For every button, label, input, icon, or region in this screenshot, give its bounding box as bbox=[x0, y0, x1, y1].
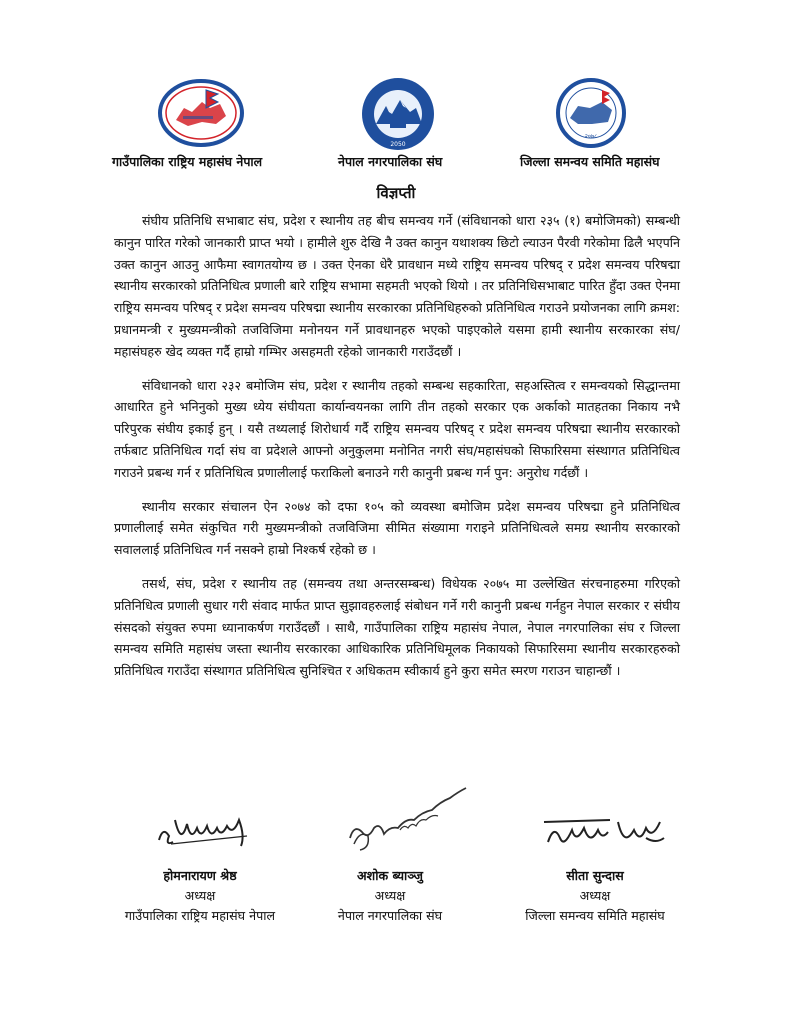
paragraph-4: तसर्थ, संघ, प्रदेश र स्थानीय तह (समन्वय तथा अन्तरसम्बन्ध) विधेयक २०७५ मा उल्लेखित संरचनाहरुमा गरिएको प्रतिनिधित्व प्रणाली सुधार गरी संवाद मार्फत प्राप्त सुझावहरुलाई संबोधन गर्ने गरी कानुनी प्रबन्ध गर्नहुन नेपाल सरकार र संघीय संसदको संयुक्त रुपमा ध्यानाकर्षण गराउँदछौं । साथै, गाउँपालिका राष्ट्रिय महासंघ नेपाल, नेपाल नगरपालिका संघ र जिल्ला समन्वय समिति महासंघ जस्ता स्थानीय सरकारका आधिकारिक प्रतिनिधिमूलक निकायको सिफारिसमा स्थानीय सरकारहरुको प्रतिनिधित्व गराउँदा संस्थागत प्रतिनिधित्व सुनिश्चित र अधिकतम स्वीकार्य हुने कुरा समेत स्मरण गराउन चाहान्छौं । bbox=[114, 575, 680, 679]
paragraph-1: संघीय प्रतिनिधि सभाबाट संघ, प्रदेश र स्थानीय तह बीच समन्वय गर्ने (संविधानको धारा २३५ (१) बमोजिमको) सम्बन्धी कानुन पारित गरेको जानकारी प्राप्त भयो । हामीले शुरु देखि नै उक्त कानुन यथाशक्य छिटो ल्याउन पैरवी गरेकोमा ढिलै भएपनि उक्त कानुन आउनु आफैमा स्वागतयोग्य छ । उक्त ऐनका धेरै प्रावधान मध्ये राष्ट्रिय समन्वय परिषद् र प्रदेश समन्वय परिषद्मा स्थानीय सरकारको प्रतिनिधित्व प्रणाली बारे राष्ट्रिय सभामा सहमती भएको थियो । तर प्रतिनिधिसभाबाट पारित हुँदा उक्त ऐनमा राष्ट्रिय समन्वय परिषद् र प्रदेश समन्वय परिषद्मा स्थानीय सरकारका प्रतिनिधिहरुको प्रतिनिधित्व गराउने प्रयोजनका लागि क्रमश: प्रधानमन्त्री र मुख्यमन्त्रीको तजविजिमा मनोनयन गर्ने प्रावधानहरु भएको पाइएकोले यसमा हामी स्थानीय सरकारका संघ/महासंघहरु खेद व्यक्त गर्दै हाम्रो गम्भिर असहमती रहेको जानकारी गराउँदछौं । bbox=[114, 213, 680, 359]
signatory-role: अध्यक्ष bbox=[184, 888, 216, 903]
org-name-gaunpalika: गाउँपालिका राष्ट्रिय महासंघ नेपाल bbox=[112, 154, 263, 169]
signature-2 bbox=[340, 778, 480, 858]
signatory-block-1 bbox=[100, 866, 300, 926]
document-title: विज्ञप्ती bbox=[376, 184, 416, 202]
signatory-block-2 bbox=[300, 866, 480, 926]
logo3-year: २०७८ bbox=[584, 133, 598, 140]
signatory-role: अध्यक्ष bbox=[374, 888, 406, 903]
signatory-org: जिल्ला समन्वय समिति महासंघ bbox=[525, 908, 665, 923]
paragraph-3: स्थानीय सरकार संचालन ऐन २०७४ को दफा १०५ को व्यवस्था बमोजिम प्रदेश समन्वय परिषद्मा हुने प्रतिनिधित्व प्रणालीलाई समेत संकुचित गरी मुख्यमन्त्रीको तजविजिमा सीमित संख्यामा गराइने प्रतिनिधित्वले समग्र स्थानीय सरकारको सवाललाई प्रतिनिधित्व गर्न नसक्ने हाम्रो निश्कर्ष रहेको छ । bbox=[114, 498, 680, 558]
gaunpalika-federation-logo bbox=[158, 78, 244, 148]
signatory-name: सीता सुन्दास bbox=[566, 868, 624, 883]
signatory-name: अशोक ब्याञ्जु bbox=[357, 868, 423, 883]
signatory-role: अध्यक्ष bbox=[579, 888, 611, 903]
org-name-district: जिल्ला समन्वय समिति महासंघ bbox=[520, 154, 660, 169]
org-names-row bbox=[0, 153, 792, 173]
municipal-association-logo bbox=[356, 76, 440, 152]
paragraph-2: संविधानको धारा २३२ बमोजिम संघ, प्रदेश र स्थानीय तहको सम्बन्ध सहकारिता, सहअस्तित्व र समन्वयको सिद्धान्तमा आधारित हुने भनिनुको मुख्य ध्येय संघीयता कार्यान्वयनका लागि तीन तहको सरकार एक अर्काको मातहतका निकाय नभै परिपुरक संघीय इकाई हुन् । यसै तथ्यलाई शिरोधार्य गर्दै राष्ट्रिय समन्वय परिषद् र प्रदेश समन्वय परिषद्मा स्थानीय सरकारको तर्फबाट प्रतिनिधित्व गर्दा संघ वा प्रदेशले आफ्नो अनुकुलमा मनोनित नगरी संघ/महासंघको सिफारिसमा संस्थागत प्रतिनिधित्व गराउने प्रबन्ध गर्न र प्रतिनिधित्व प्रणालीलाई फराकिलो बनाउने गरी कानुनी प्रबन्ध गर्न पुन: अनुरोध गर्दछौं । bbox=[114, 377, 680, 480]
district-committee-federation-logo bbox=[548, 78, 634, 148]
org-name-municipal: नेपाल नगरपालिका संघ bbox=[338, 154, 443, 169]
signatory-org: गाउँपालिका राष्ट्रिय महासंघ नेपाल bbox=[124, 908, 276, 923]
logo-row bbox=[0, 78, 792, 148]
signatory-block-3 bbox=[490, 866, 700, 926]
signatory-name: होमनारायण श्रेष्ठ bbox=[163, 868, 237, 883]
signatory-org: नेपाल नगरपालिका संघ bbox=[337, 908, 443, 923]
statement-body bbox=[114, 210, 680, 694]
signature-1 bbox=[155, 806, 255, 852]
logo2-year: 2050 bbox=[390, 141, 406, 148]
signature-3 bbox=[538, 808, 670, 856]
